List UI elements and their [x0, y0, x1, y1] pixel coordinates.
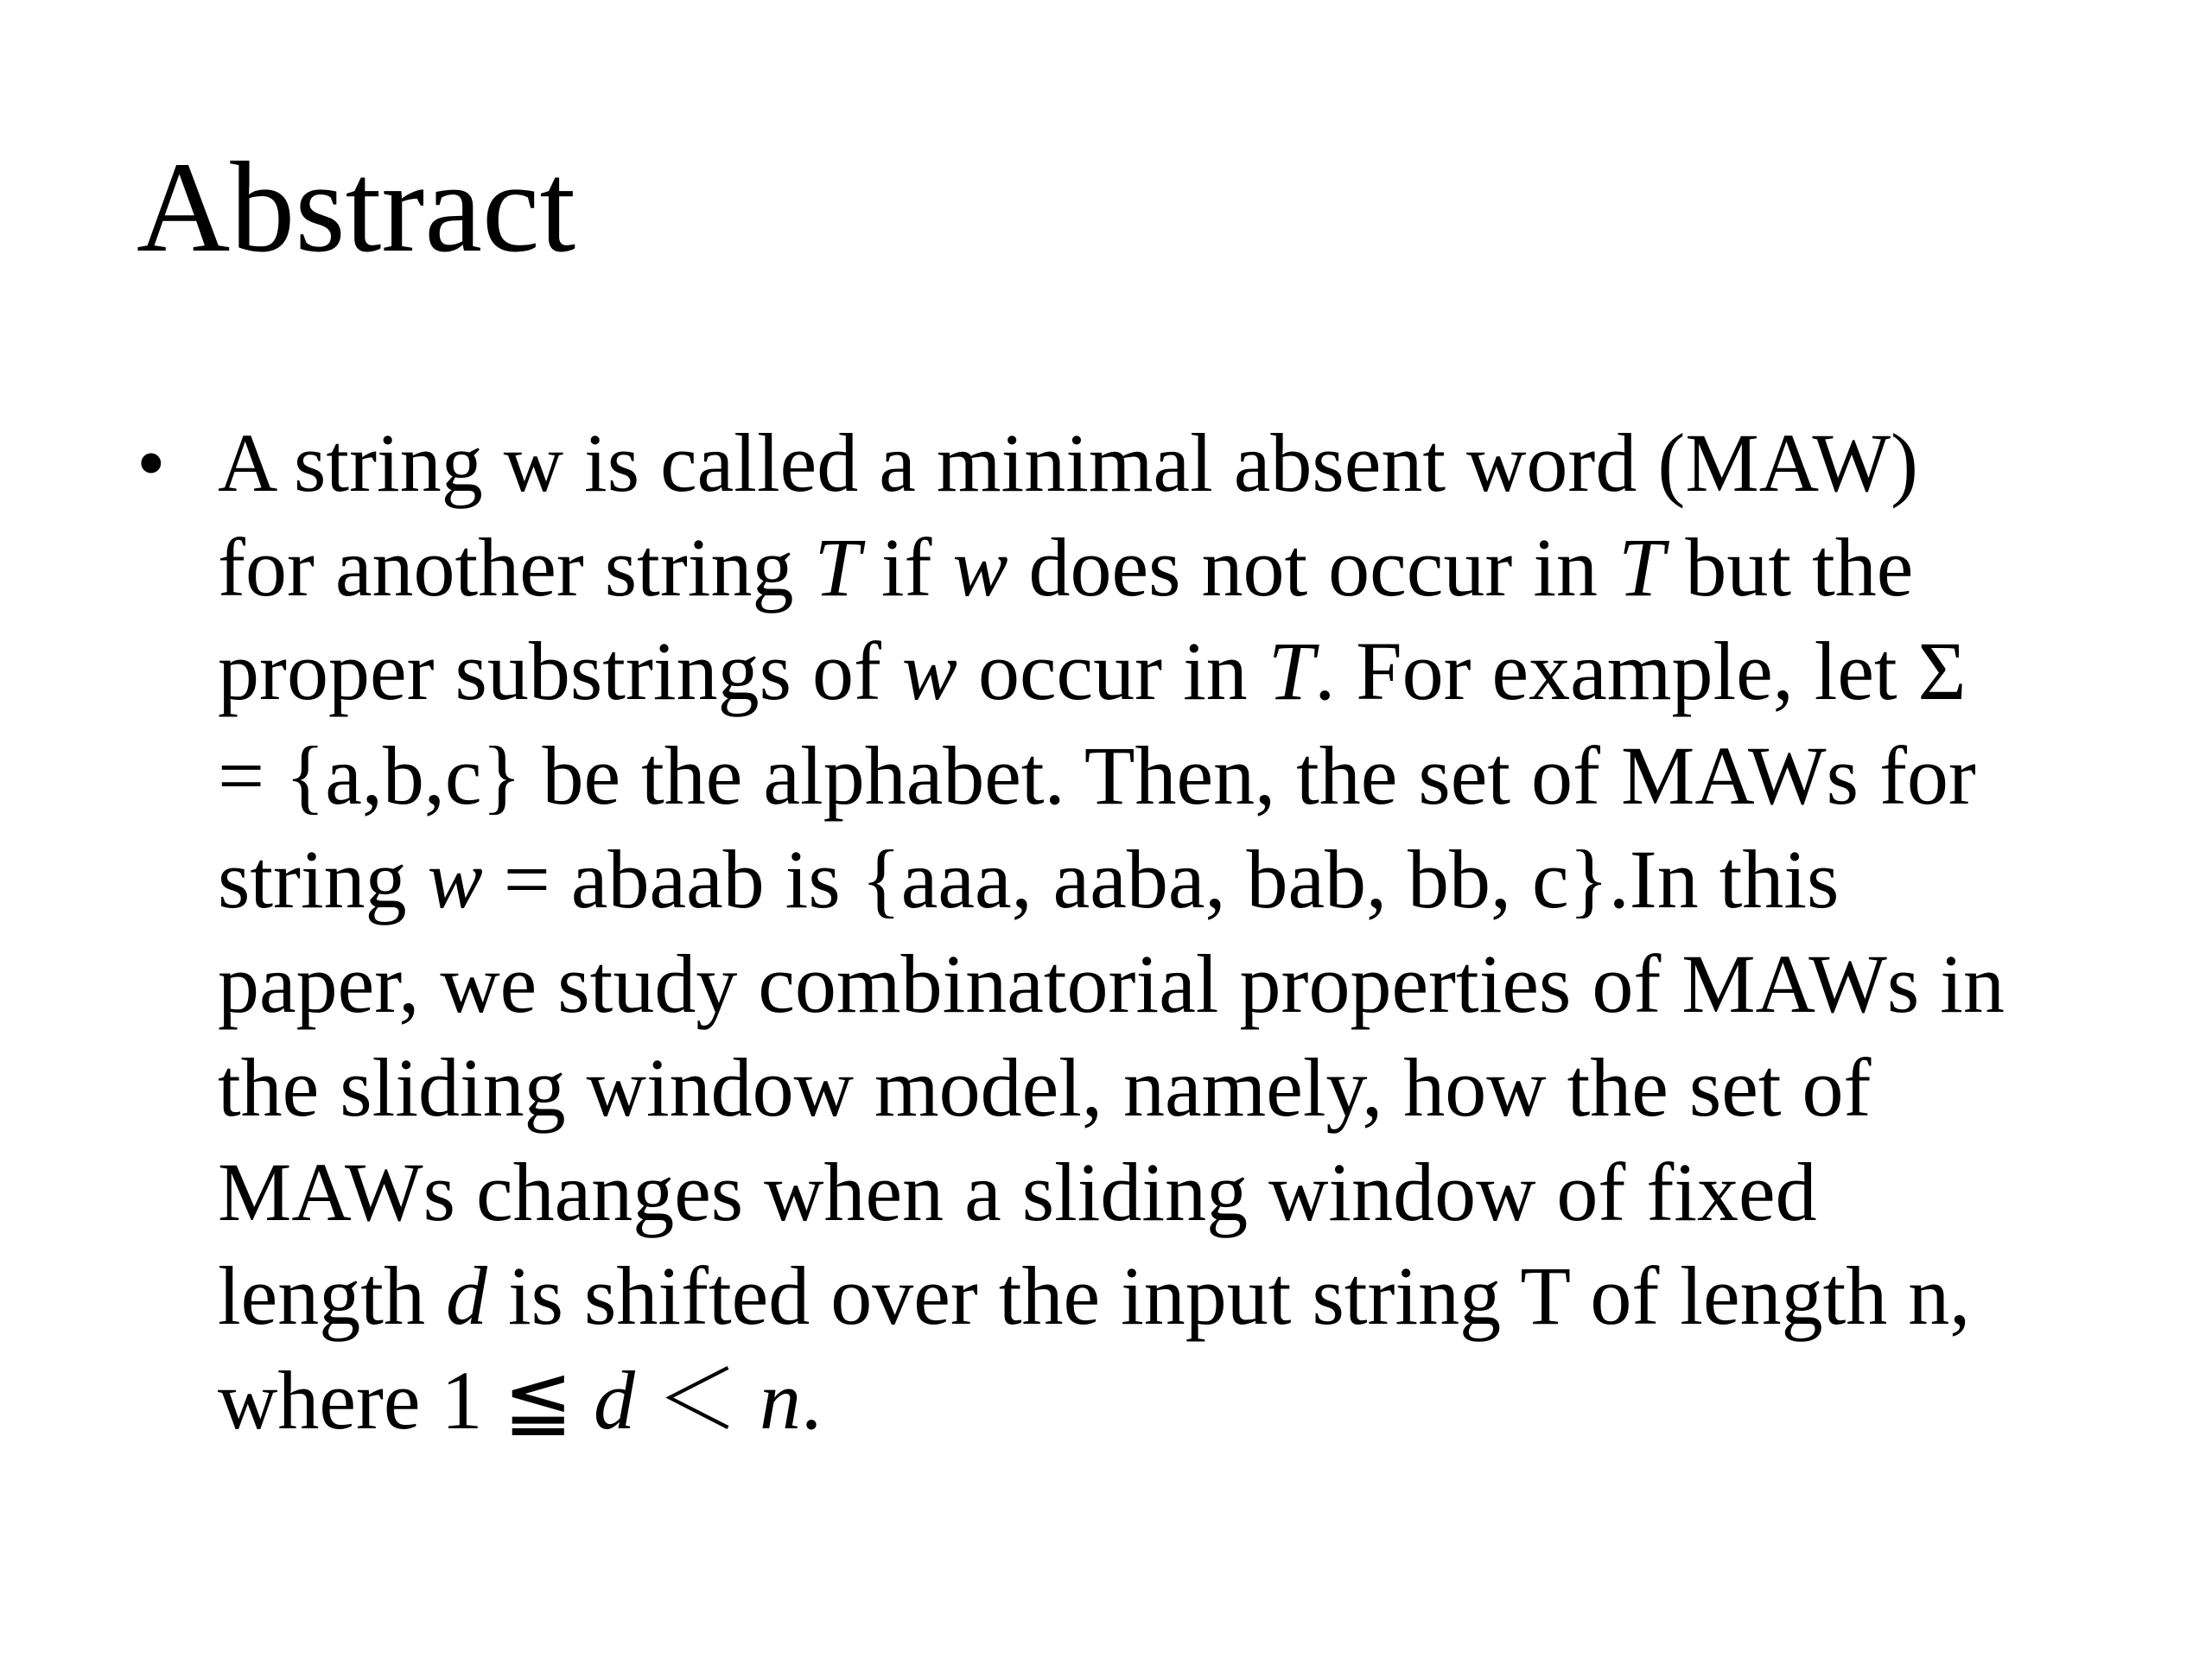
paragraph-line	[218, 411, 2124, 516]
text-run: . For example, let Σ	[1314, 625, 1967, 717]
paragraph-line	[218, 1141, 2124, 1245]
math-variable: w	[952, 520, 1008, 613]
math-variable: n	[759, 1353, 801, 1446]
text-run: length	[218, 1249, 446, 1342]
bullet-dot-icon: •	[137, 416, 166, 509]
text-run: does not occur in	[1007, 520, 1619, 613]
math-variable: d	[593, 1353, 635, 1446]
text-run: where 1 ≦	[218, 1353, 594, 1446]
text-run: but the	[1664, 520, 1914, 613]
math-variable: T	[814, 520, 861, 613]
paragraph-line	[218, 516, 2124, 620]
text-run: the sliding window model, namely, how the set of	[218, 1041, 1872, 1134]
bullet-list	[137, 411, 2124, 1452]
paragraph-line	[218, 620, 2124, 724]
bullet-item	[137, 411, 2124, 1452]
text-run: for another string	[218, 520, 815, 613]
math-variable: T	[1618, 520, 1665, 613]
paragraph-line	[218, 1349, 2124, 1453]
text-run: string	[218, 833, 428, 925]
text-run: is shifted over the input string T of length n,	[486, 1249, 1971, 1342]
paragraph-line	[218, 1036, 2124, 1141]
text-run: occur in	[957, 625, 1268, 717]
text-run: paper, we study combinatorial properties of MAWs in	[218, 937, 2005, 1030]
text-run: MAWs changes when a sliding window of fixed	[218, 1145, 1817, 1238]
text-run: = abaab is {aaa, aaba, bab, bb, c}.In this	[482, 833, 1840, 925]
text-run: ＜	[634, 1353, 760, 1446]
text-run: .	[800, 1353, 822, 1446]
paragraph-line	[218, 932, 2124, 1037]
math-variable: w	[427, 833, 483, 925]
text-run: proper substrings of	[218, 625, 902, 717]
paragraph-line	[218, 1244, 2124, 1349]
paragraph-line	[218, 724, 2124, 829]
slide-title: Abstract	[137, 136, 576, 279]
text-run: if	[860, 520, 953, 613]
math-variable: w	[901, 625, 957, 717]
text-run: = {a,b,c} be the alphabet. Then, the set of MAWs for	[218, 728, 1976, 822]
math-variable: T	[1268, 625, 1315, 717]
abstract-paragraph	[218, 411, 2124, 1452]
math-variable: d	[445, 1249, 487, 1342]
text-run: A string w is called a minimal absent word (MAW)	[218, 416, 1918, 509]
paragraph-line	[218, 828, 2124, 932]
